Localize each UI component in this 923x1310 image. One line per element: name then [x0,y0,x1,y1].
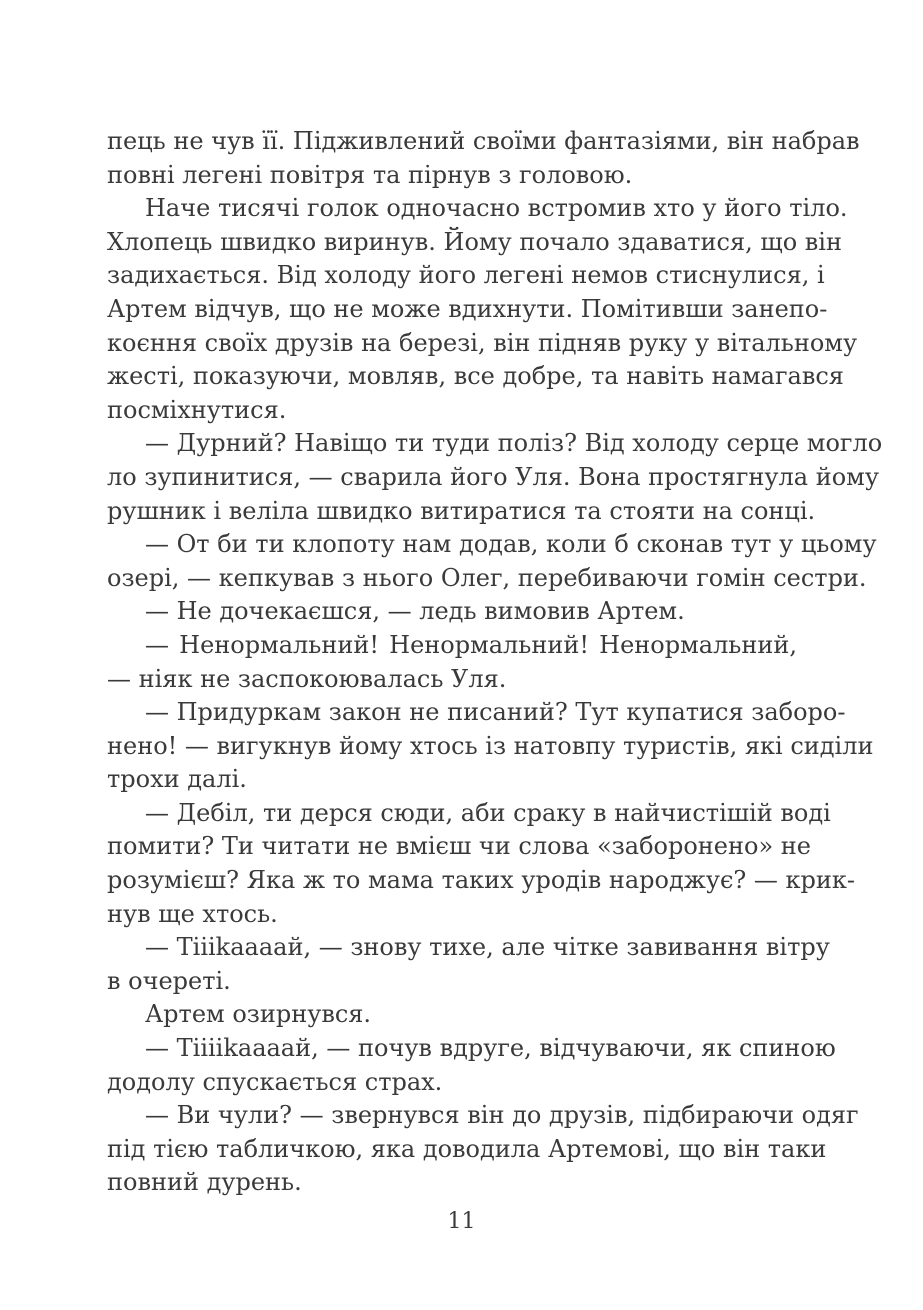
text-line: пець не чув її. Підживлений своїми фантазіями, він набрав [107,127,860,155]
text-line: — Ви чули? — звернувся він до друзів, підбираючи одяг [145,1101,859,1130]
page-number: 11 [447,1209,476,1234]
text-line: трохи далі. [107,765,247,794]
text-line: нено! — вигукнув йому хтось із натовпу туристів, які сиділи [107,731,874,760]
text-line: додолу спускається страх. [107,1067,443,1096]
text-line: озері, — кепкував з нього Олег, перебиваючи гомін сестри. [107,563,867,592]
text-line: повні легені повітря та пірнув з головою. [107,160,633,189]
text-line: — Придуркам закон не писаний? Тут купатися заборо- [145,698,846,727]
text-line: — Ненормальний! Ненормальний! Ненормальний, [145,630,797,659]
text-line: — Дебіл, ти дерся сюди, аби сраку в найчистішій воді [145,798,831,827]
text-line: ло зупинитися, — сварила його Уля. Вона простягнула йому [107,462,879,491]
text-line: задихається. Від холоду його легені немов стиснулися, і [107,261,825,290]
page-body [107,125,883,1200]
text-line: під тією табличкою, яка доводила Артемові, що він таки [107,1134,827,1163]
text-line: нув ще хтось. [107,899,278,928]
text-line: — Тііііkaaaай, — почув вдруге, відчуваючи, як спиною [145,1034,836,1063]
text-line: — Не дочекаєшся, — ледь вимовив Артем. [145,597,685,626]
text-line: — Тіііkaaaай, — знову тихе, але чітке завивання вітру [145,933,830,962]
text-line: — От би ти клопоту нам додав, коли б сконав тут у цьому [145,530,877,559]
text-line: Артем озирнувся. [145,1000,372,1029]
text-line: помити? Ти читати не вмієш чи слова «заборонено» не [107,832,811,861]
text-line: в очереті. [107,966,231,995]
text-line: Хлопець швидко виринув. Йому почало здаватися, що він [107,227,842,256]
text-line: — Дурний? Навіщо ти туди поліз? Від холоду серце могло [145,429,883,458]
text-line: посміхнутися. [107,395,287,424]
text-line: рушник і веліла швидко витиратися та стояти на сонці. [107,496,816,525]
text-line: Наче тисячі голок одночасно встромив хто у його тіло. [145,194,848,223]
text-line: повний дурень. [107,1168,302,1197]
text-line: коєння своїх друзів на березі, він підняв руку у вітальному [107,328,858,357]
text-line: розумієш? Яка ж то мама таких уродів народжує? — крик- [107,866,855,895]
text-line: — ніяк не заспокоювалась Уля. [107,664,507,693]
text-line: Артем відчув, що не може вдихнути. Помітивши занепо- [107,294,828,323]
text-line: жесті, показуючи, мовляв, все добре, та навіть намагався [107,362,844,391]
